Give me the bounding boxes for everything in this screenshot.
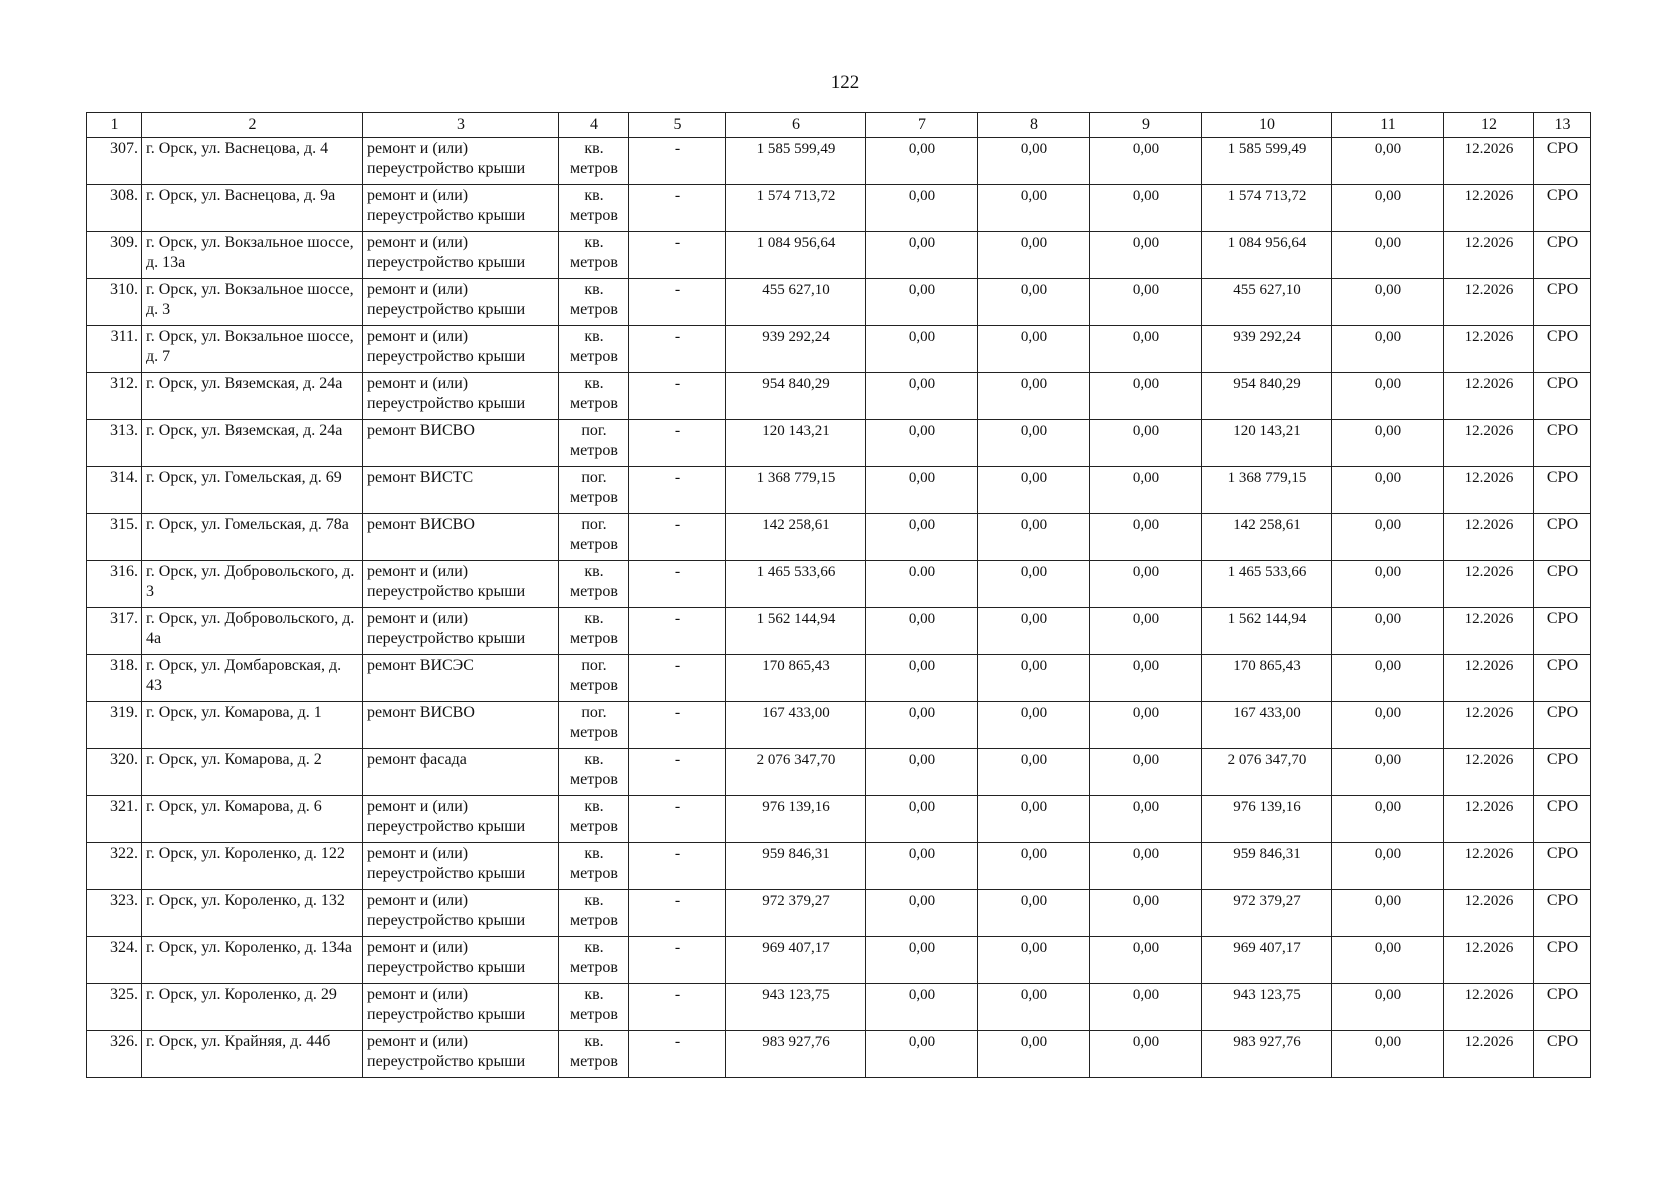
col-5-cell: - xyxy=(629,702,726,749)
col-5-cell: - xyxy=(629,749,726,796)
col-5-cell: - xyxy=(629,279,726,326)
unit-cell: кв. метров xyxy=(559,937,629,984)
row-number-cell: 312. xyxy=(87,373,142,420)
unit-cell: кв. метров xyxy=(559,749,629,796)
work-type-cell: ремонт ВИСВО xyxy=(363,420,559,467)
col-9-cell: 0,00 xyxy=(1090,984,1202,1031)
col-9-cell: 0,00 xyxy=(1090,232,1202,279)
address-cell: г. Орск, ул. Вокзальное шоссе, д. 3 xyxy=(142,279,363,326)
work-type-cell: ремонт и (или) переустройство крыши xyxy=(363,890,559,937)
col-11-cell: 0,00 xyxy=(1332,326,1444,373)
total-cost-cell: 983 927,76 xyxy=(726,1031,866,1078)
executor-cell: СРО xyxy=(1534,984,1591,1031)
deadline-cell: 12.2026 xyxy=(1444,185,1534,232)
deadline-cell: 12.2026 xyxy=(1444,843,1534,890)
table-row xyxy=(87,702,1591,749)
unit-cell: кв. метров xyxy=(559,608,629,655)
work-type-cell: ремонт ВИСВО xyxy=(363,702,559,749)
col-11-cell: 0,00 xyxy=(1332,749,1444,796)
executor-cell: СРО xyxy=(1534,373,1591,420)
total-cost-cell: 1 465 533,66 xyxy=(726,561,866,608)
col-9-cell: 0,00 xyxy=(1090,843,1202,890)
col-10-cell: 969 407,17 xyxy=(1202,937,1332,984)
col-8-cell: 0,00 xyxy=(978,420,1090,467)
col-7-cell: 0,00 xyxy=(866,185,978,232)
deadline-cell: 12.2026 xyxy=(1444,984,1534,1031)
col-8-cell: 0,00 xyxy=(978,984,1090,1031)
deadline-cell: 12.2026 xyxy=(1444,937,1534,984)
deadline-cell: 12.2026 xyxy=(1444,796,1534,843)
col-5-cell: - xyxy=(629,1031,726,1078)
deadline-cell: 12.2026 xyxy=(1444,1031,1534,1078)
address-cell: г. Орск, ул. Вокзальное шоссе, д. 13а xyxy=(142,232,363,279)
column-header: 11 xyxy=(1332,113,1444,138)
col-5-cell: - xyxy=(629,843,726,890)
work-type-cell: ремонт ВИСВО xyxy=(363,514,559,561)
col-7-cell: 0,00 xyxy=(866,608,978,655)
col-10-cell: 1 562 144,94 xyxy=(1202,608,1332,655)
total-cost-cell: 120 143,21 xyxy=(726,420,866,467)
col-5-cell: - xyxy=(629,608,726,655)
column-header: 13 xyxy=(1534,113,1591,138)
column-header: 4 xyxy=(559,113,629,138)
col-11-cell: 0,00 xyxy=(1332,890,1444,937)
col-11-cell: 0,00 xyxy=(1332,279,1444,326)
col-10-cell: 1 585 599,49 xyxy=(1202,138,1332,185)
col-5-cell: - xyxy=(629,561,726,608)
total-cost-cell: 969 407,17 xyxy=(726,937,866,984)
col-11-cell: 0,00 xyxy=(1332,843,1444,890)
total-cost-cell: 455 627,10 xyxy=(726,279,866,326)
table-row xyxy=(87,326,1591,373)
col-11-cell: 0,00 xyxy=(1332,514,1444,561)
col-9-cell: 0,00 xyxy=(1090,608,1202,655)
row-number-cell: 316. xyxy=(87,561,142,608)
row-number-cell: 317. xyxy=(87,608,142,655)
address-cell: г. Орск, ул. Домбаровская, д. 43 xyxy=(142,655,363,702)
work-type-cell: ремонт и (или) переустройство крыши xyxy=(363,326,559,373)
col-7-cell: 0,00 xyxy=(866,843,978,890)
table-row xyxy=(87,467,1591,514)
total-cost-cell: 2 076 347,70 xyxy=(726,749,866,796)
col-9-cell: 0,00 xyxy=(1090,561,1202,608)
work-type-cell: ремонт и (или) переустройство крыши xyxy=(363,984,559,1031)
col-9-cell: 0,00 xyxy=(1090,796,1202,843)
col-7-cell: 0,00 xyxy=(866,702,978,749)
col-7-cell: 0,00 xyxy=(866,138,978,185)
total-cost-cell: 167 433,00 xyxy=(726,702,866,749)
executor-cell: СРО xyxy=(1534,232,1591,279)
col-5-cell: - xyxy=(629,655,726,702)
table-row xyxy=(87,373,1591,420)
col-7-cell: 0,00 xyxy=(866,373,978,420)
row-number-cell: 309. xyxy=(87,232,142,279)
col-9-cell: 0,00 xyxy=(1090,138,1202,185)
col-5-cell: - xyxy=(629,138,726,185)
page-number: 122 xyxy=(830,72,860,93)
deadline-cell: 12.2026 xyxy=(1444,138,1534,185)
col-11-cell: 0,00 xyxy=(1332,984,1444,1031)
column-header: 3 xyxy=(363,113,559,138)
row-number-cell: 311. xyxy=(87,326,142,373)
col-8-cell: 0,00 xyxy=(978,890,1090,937)
column-header: 7 xyxy=(866,113,978,138)
row-number-cell: 322. xyxy=(87,843,142,890)
col-11-cell: 0,00 xyxy=(1332,420,1444,467)
address-cell: г. Орск, ул. Васнецова, д. 9а xyxy=(142,185,363,232)
col-10-cell: 167 433,00 xyxy=(1202,702,1332,749)
executor-cell: СРО xyxy=(1534,138,1591,185)
unit-cell: кв. метров xyxy=(559,185,629,232)
col-10-cell: 943 123,75 xyxy=(1202,984,1332,1031)
table-row xyxy=(87,561,1591,608)
column-header: 9 xyxy=(1090,113,1202,138)
executor-cell: СРО xyxy=(1534,702,1591,749)
unit-cell: кв. метров xyxy=(559,138,629,185)
unit-cell: пог. метров xyxy=(559,702,629,749)
total-cost-cell: 976 139,16 xyxy=(726,796,866,843)
col-7-cell: 0,00 xyxy=(866,796,978,843)
col-5-cell: - xyxy=(629,420,726,467)
col-8-cell: 0,00 xyxy=(978,185,1090,232)
deadline-cell: 12.2026 xyxy=(1444,890,1534,937)
executor-cell: СРО xyxy=(1534,608,1591,655)
col-5-cell: - xyxy=(629,326,726,373)
address-cell: г. Орск, ул. Гомельская, д. 78а xyxy=(142,514,363,561)
table-row xyxy=(87,890,1591,937)
col-10-cell: 939 292,24 xyxy=(1202,326,1332,373)
col-5-cell: - xyxy=(629,373,726,420)
executor-cell: СРО xyxy=(1534,843,1591,890)
work-type-cell: ремонт и (или) переустройство крыши xyxy=(363,843,559,890)
address-cell: г. Орск, ул. Короленко, д. 134а xyxy=(142,937,363,984)
row-number-cell: 321. xyxy=(87,796,142,843)
address-cell: г. Орск, ул. Комарова, д. 2 xyxy=(142,749,363,796)
row-number-cell: 318. xyxy=(87,655,142,702)
total-cost-cell: 1 562 144,94 xyxy=(726,608,866,655)
address-cell: г. Орск, ул. Васнецова, д. 4 xyxy=(142,138,363,185)
col-8-cell: 0,00 xyxy=(978,1031,1090,1078)
col-7-cell: 0,00 xyxy=(866,514,978,561)
col-11-cell: 0,00 xyxy=(1332,373,1444,420)
work-type-cell: ремонт и (или) переустройство крыши xyxy=(363,373,559,420)
unit-cell: кв. метров xyxy=(559,890,629,937)
col-5-cell: - xyxy=(629,796,726,843)
total-cost-cell: 1 585 599,49 xyxy=(726,138,866,185)
col-11-cell: 0,00 xyxy=(1332,185,1444,232)
row-number-cell: 313. xyxy=(87,420,142,467)
column-header: 12 xyxy=(1444,113,1534,138)
col-11-cell: 0,00 xyxy=(1332,232,1444,279)
work-type-cell: ремонт ВИСТС xyxy=(363,467,559,514)
work-type-cell: ремонт и (или) переустройство крыши xyxy=(363,279,559,326)
col-10-cell: 954 840,29 xyxy=(1202,373,1332,420)
unit-cell: кв. метров xyxy=(559,373,629,420)
unit-cell: кв. метров xyxy=(559,984,629,1031)
deadline-cell: 12.2026 xyxy=(1444,467,1534,514)
col-8-cell: 0,00 xyxy=(978,467,1090,514)
total-cost-cell: 170 865,43 xyxy=(726,655,866,702)
col-11-cell: 0,00 xyxy=(1332,138,1444,185)
executor-cell: СРО xyxy=(1534,467,1591,514)
table-row xyxy=(87,185,1591,232)
executor-cell: СРО xyxy=(1534,185,1591,232)
unit-cell: кв. метров xyxy=(559,1031,629,1078)
col-7-cell: 0,00 xyxy=(866,232,978,279)
col-8-cell: 0,00 xyxy=(978,326,1090,373)
col-8-cell: 0,00 xyxy=(978,279,1090,326)
col-9-cell: 0,00 xyxy=(1090,1031,1202,1078)
row-number-cell: 315. xyxy=(87,514,142,561)
deadline-cell: 12.2026 xyxy=(1444,749,1534,796)
col-7-cell: 0,00 xyxy=(866,984,978,1031)
col-9-cell: 0,00 xyxy=(1090,279,1202,326)
col-5-cell: - xyxy=(629,467,726,514)
column-header: 1 xyxy=(87,113,142,138)
work-type-cell: ремонт и (или) переустройство крыши xyxy=(363,796,559,843)
table-row xyxy=(87,420,1591,467)
unit-cell: кв. метров xyxy=(559,326,629,373)
row-number-cell: 314. xyxy=(87,467,142,514)
table-row xyxy=(87,608,1591,655)
total-cost-cell: 959 846,31 xyxy=(726,843,866,890)
work-type-cell: ремонт ВИСЭС xyxy=(363,655,559,702)
work-type-cell: ремонт и (или) переустройство крыши xyxy=(363,608,559,655)
col-11-cell: 0,00 xyxy=(1332,1031,1444,1078)
col-8-cell: 0,00 xyxy=(978,843,1090,890)
column-header: 10 xyxy=(1202,113,1332,138)
col-9-cell: 0,00 xyxy=(1090,514,1202,561)
table-row xyxy=(87,937,1591,984)
column-number-row xyxy=(87,113,1591,138)
address-cell: г. Орск, ул. Комарова, д. 1 xyxy=(142,702,363,749)
col-9-cell: 0,00 xyxy=(1090,937,1202,984)
col-8-cell: 0,00 xyxy=(978,373,1090,420)
total-cost-cell: 954 840,29 xyxy=(726,373,866,420)
deadline-cell: 12.2026 xyxy=(1444,514,1534,561)
col-5-cell: - xyxy=(629,890,726,937)
col-10-cell: 455 627,10 xyxy=(1202,279,1332,326)
column-header: 2 xyxy=(142,113,363,138)
col-8-cell: 0,00 xyxy=(978,655,1090,702)
deadline-cell: 12.2026 xyxy=(1444,420,1534,467)
total-cost-cell: 142 258,61 xyxy=(726,514,866,561)
col-8-cell: 0,00 xyxy=(978,608,1090,655)
col-8-cell: 0,00 xyxy=(978,702,1090,749)
col-11-cell: 0,00 xyxy=(1332,937,1444,984)
col-10-cell: 1 465 533,66 xyxy=(1202,561,1332,608)
executor-cell: СРО xyxy=(1534,655,1591,702)
col-5-cell: - xyxy=(629,937,726,984)
col-9-cell: 0,00 xyxy=(1090,702,1202,749)
work-type-cell: ремонт и (или) переустройство крыши xyxy=(363,232,559,279)
row-number-cell: 325. xyxy=(87,984,142,1031)
table-row xyxy=(87,232,1591,279)
deadline-cell: 12.2026 xyxy=(1444,702,1534,749)
executor-cell: СРО xyxy=(1534,890,1591,937)
col-10-cell: 120 143,21 xyxy=(1202,420,1332,467)
col-5-cell: - xyxy=(629,232,726,279)
deadline-cell: 12.2026 xyxy=(1444,608,1534,655)
total-cost-cell: 1 574 713,72 xyxy=(726,185,866,232)
executor-cell: СРО xyxy=(1534,796,1591,843)
total-cost-cell: 1 368 779,15 xyxy=(726,467,866,514)
address-cell: г. Орск, ул. Вокзальное шоссе, д. 7 xyxy=(142,326,363,373)
col-10-cell: 972 379,27 xyxy=(1202,890,1332,937)
row-number-cell: 319. xyxy=(87,702,142,749)
col-8-cell: 0,00 xyxy=(978,514,1090,561)
work-type-cell: ремонт и (или) переустройство крыши xyxy=(363,561,559,608)
address-cell: г. Орск, ул. Добровольского, д. 3 xyxy=(142,561,363,608)
col-11-cell: 0,00 xyxy=(1332,796,1444,843)
col-10-cell: 142 258,61 xyxy=(1202,514,1332,561)
col-7-cell: 0,00 xyxy=(866,655,978,702)
table-row xyxy=(87,514,1591,561)
total-cost-cell: 972 379,27 xyxy=(726,890,866,937)
row-number-cell: 326. xyxy=(87,1031,142,1078)
col-9-cell: 0,00 xyxy=(1090,467,1202,514)
col-10-cell: 983 927,76 xyxy=(1202,1031,1332,1078)
table-row xyxy=(87,655,1591,702)
executor-cell: СРО xyxy=(1534,937,1591,984)
total-cost-cell: 939 292,24 xyxy=(726,326,866,373)
col-10-cell: 976 139,16 xyxy=(1202,796,1332,843)
col-7-cell: 0,00 xyxy=(866,937,978,984)
address-cell: г. Орск, ул. Короленко, д. 132 xyxy=(142,890,363,937)
table-row xyxy=(87,279,1591,326)
deadline-cell: 12.2026 xyxy=(1444,279,1534,326)
work-type-cell: ремонт и (или) переустройство крыши xyxy=(363,138,559,185)
col-9-cell: 0,00 xyxy=(1090,420,1202,467)
address-cell: г. Орск, ул. Вяземская, д. 24а xyxy=(142,373,363,420)
row-number-cell: 310. xyxy=(87,279,142,326)
table-row xyxy=(87,749,1591,796)
col-8-cell: 0,00 xyxy=(978,138,1090,185)
unit-cell: пог. метров xyxy=(559,514,629,561)
col-7-cell: 0,00 xyxy=(866,890,978,937)
unit-cell: кв. метров xyxy=(559,796,629,843)
table-body xyxy=(87,138,1591,1078)
col-9-cell: 0,00 xyxy=(1090,373,1202,420)
unit-cell: кв. метров xyxy=(559,561,629,608)
col-8-cell: 0,00 xyxy=(978,796,1090,843)
work-type-cell: ремонт и (или) переустройство крыши xyxy=(363,937,559,984)
col-5-cell: - xyxy=(629,185,726,232)
col-8-cell: 0,00 xyxy=(978,749,1090,796)
col-10-cell: 1 368 779,15 xyxy=(1202,467,1332,514)
col-10-cell: 1 574 713,72 xyxy=(1202,185,1332,232)
work-type-cell: ремонт и (или) переустройство крыши xyxy=(363,185,559,232)
column-header: 8 xyxy=(978,113,1090,138)
unit-cell: пог. метров xyxy=(559,467,629,514)
address-cell: г. Орск, ул. Крайняя, д. 44б xyxy=(142,1031,363,1078)
col-9-cell: 0,00 xyxy=(1090,749,1202,796)
table-row xyxy=(87,138,1591,185)
col-7-cell: 0,00 xyxy=(866,420,978,467)
work-type-cell: ремонт фасада xyxy=(363,749,559,796)
col-8-cell: 0,00 xyxy=(978,232,1090,279)
deadline-cell: 12.2026 xyxy=(1444,326,1534,373)
col-11-cell: 0,00 xyxy=(1332,561,1444,608)
col-7-cell: 0,00 xyxy=(866,749,978,796)
deadline-cell: 12.2026 xyxy=(1444,655,1534,702)
executor-cell: СРО xyxy=(1534,514,1591,561)
table-row xyxy=(87,796,1591,843)
table-row xyxy=(87,984,1591,1031)
col-11-cell: 0,00 xyxy=(1332,702,1444,749)
registry-table xyxy=(86,112,1591,1078)
address-cell: г. Орск, ул. Короленко, д. 29 xyxy=(142,984,363,1031)
deadline-cell: 12.2026 xyxy=(1444,232,1534,279)
col-10-cell: 2 076 347,70 xyxy=(1202,749,1332,796)
executor-cell: СРО xyxy=(1534,326,1591,373)
unit-cell: кв. метров xyxy=(559,279,629,326)
work-type-cell: ремонт и (или) переустройство крыши xyxy=(363,1031,559,1078)
address-cell: г. Орск, ул. Вяземская, д. 24а xyxy=(142,420,363,467)
col-8-cell: 0,00 xyxy=(978,561,1090,608)
col-5-cell: - xyxy=(629,514,726,561)
row-number-cell: 307. xyxy=(87,138,142,185)
col-7-cell: 0,00 xyxy=(866,326,978,373)
unit-cell: кв. метров xyxy=(559,843,629,890)
col-7-cell: 0,00 xyxy=(866,467,978,514)
col-11-cell: 0,00 xyxy=(1332,467,1444,514)
total-cost-cell: 943 123,75 xyxy=(726,984,866,1031)
executor-cell: СРО xyxy=(1534,749,1591,796)
executor-cell: СРО xyxy=(1534,561,1591,608)
col-11-cell: 0,00 xyxy=(1332,608,1444,655)
unit-cell: пог. метров xyxy=(559,655,629,702)
address-cell: г. Орск, ул. Гомельская, д. 69 xyxy=(142,467,363,514)
column-header: 5 xyxy=(629,113,726,138)
deadline-cell: 12.2026 xyxy=(1444,373,1534,420)
col-11-cell: 0,00 xyxy=(1332,655,1444,702)
col-7-cell: 0,00 xyxy=(866,279,978,326)
col-10-cell: 1 084 956,64 xyxy=(1202,232,1332,279)
address-cell: г. Орск, ул. Комарова, д. 6 xyxy=(142,796,363,843)
table-row xyxy=(87,1031,1591,1078)
col-9-cell: 0,00 xyxy=(1090,326,1202,373)
row-number-cell: 323. xyxy=(87,890,142,937)
col-10-cell: 170 865,43 xyxy=(1202,655,1332,702)
executor-cell: СРО xyxy=(1534,420,1591,467)
column-header: 6 xyxy=(726,113,866,138)
col-10-cell: 959 846,31 xyxy=(1202,843,1332,890)
unit-cell: кв. метров xyxy=(559,232,629,279)
table-row xyxy=(87,843,1591,890)
unit-cell: пог. метров xyxy=(559,420,629,467)
executor-cell: СРО xyxy=(1534,279,1591,326)
row-number-cell: 320. xyxy=(87,749,142,796)
col-5-cell: - xyxy=(629,984,726,1031)
address-cell: г. Орск, ул. Добровольского, д. 4а xyxy=(142,608,363,655)
col-7-cell: 0,00 xyxy=(866,1031,978,1078)
executor-cell: СРО xyxy=(1534,1031,1591,1078)
row-number-cell: 308. xyxy=(87,185,142,232)
deadline-cell: 12.2026 xyxy=(1444,561,1534,608)
col-7-cell: 0.00 xyxy=(866,561,978,608)
col-9-cell: 0,00 xyxy=(1090,185,1202,232)
col-9-cell: 0,00 xyxy=(1090,655,1202,702)
total-cost-cell: 1 084 956,64 xyxy=(726,232,866,279)
address-cell: г. Орск, ул. Короленко, д. 122 xyxy=(142,843,363,890)
col-8-cell: 0,00 xyxy=(978,937,1090,984)
row-number-cell: 324. xyxy=(87,937,142,984)
col-9-cell: 0,00 xyxy=(1090,890,1202,937)
